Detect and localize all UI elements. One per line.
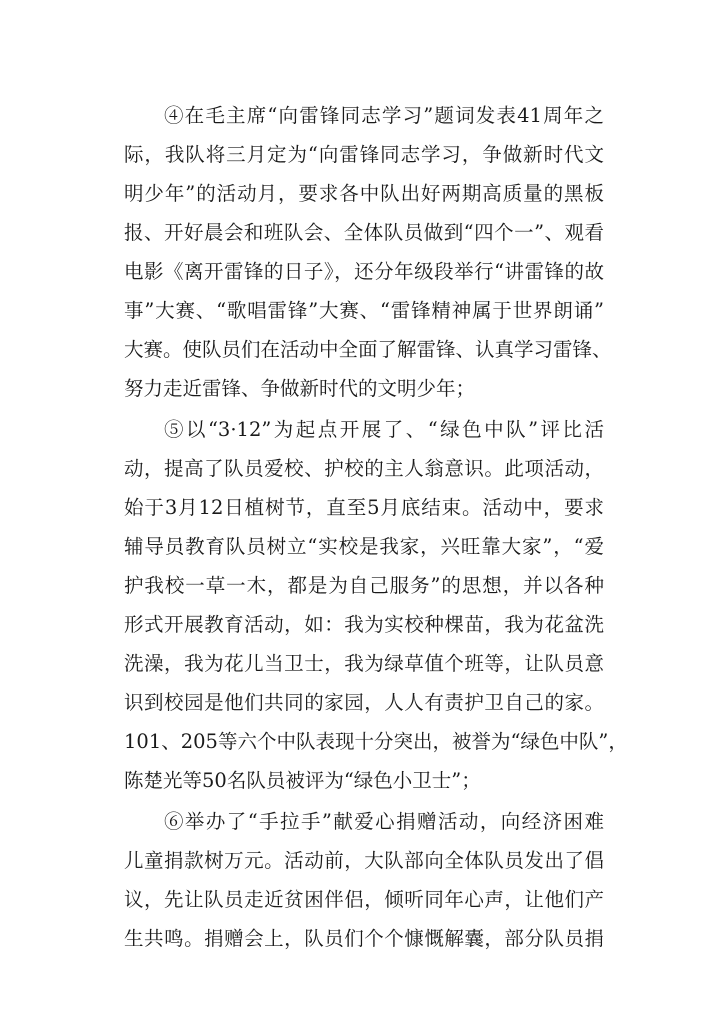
- text-line: 动，提高了队员爱校、护校的主人翁意识。此项活动，: [124, 457, 604, 480]
- text-line: 报、开好晨会和班队会、全体队员做到“四个一”、观看: [124, 221, 604, 244]
- text-line: 护我校一草一木，都是为自己服务”的思想，并以各种: [124, 574, 604, 597]
- text-line: 识到校园是他们共同的家园，人人有责护卫自己的家。: [124, 691, 604, 714]
- text-line: 努力走近雷锋、争做新时代的文明少年；: [124, 377, 476, 400]
- text-line: 明少年”的活动月，要求各中队出好两期高质量的黑板: [124, 182, 604, 205]
- text-line: ④在毛主席“向雷锋同志学习”题词发表41周年之: [164, 104, 604, 127]
- text-line: 事”大赛、“歌唱雷锋”大赛、“雷锋精神属于世界朗诵”: [124, 299, 604, 322]
- text-line: 议，先让队员走近贫困伴侣，倾听同年心声，让他们产: [124, 888, 604, 911]
- text-line: ⑤以“3·12”为起点开展了、“绿色中队”评比活: [164, 418, 604, 441]
- text-line: 大赛。使队员们在活动中全面了解雷锋、认真学习雷锋、: [124, 338, 612, 361]
- text-line: 辅导员教育队员树立“实校是我家，兴旺靠大家”，“爱: [124, 535, 604, 558]
- text-line: 生共鸣。捐赠会上，队员们个个慷慨解囊，部分队员捐: [124, 927, 604, 950]
- text-line: ⑥举办了“手拉手”献爱心捐赠活动，向经济困难: [164, 810, 604, 833]
- text-line: 电影《离开雷锋的日子》，还分年级段举行“讲雷锋的故: [124, 260, 604, 283]
- text-line: 儿童捐款树万元。活动前，大队部向全体队员发出了倡: [124, 849, 604, 872]
- text-line: 始于3月12日植树节，直至5月底结束。活动中，要求: [124, 496, 604, 519]
- text-line: 洗澡，我为花儿当卫士，我为绿草值个班等，让队员意: [124, 652, 604, 675]
- text-line: 形式开展教育活动，如：我为实校种棵苗，我为花盆洗: [124, 613, 604, 636]
- text-line: 际，我队将三月定为“向雷锋同志学习，争做新时代文: [124, 143, 604, 166]
- text-line: 101、205等六个中队表现十分突出，被誉为“绿色中队”，: [124, 730, 628, 753]
- text-line: 陈楚光等50名队员被评为“绿色小卫士”；: [124, 769, 481, 792]
